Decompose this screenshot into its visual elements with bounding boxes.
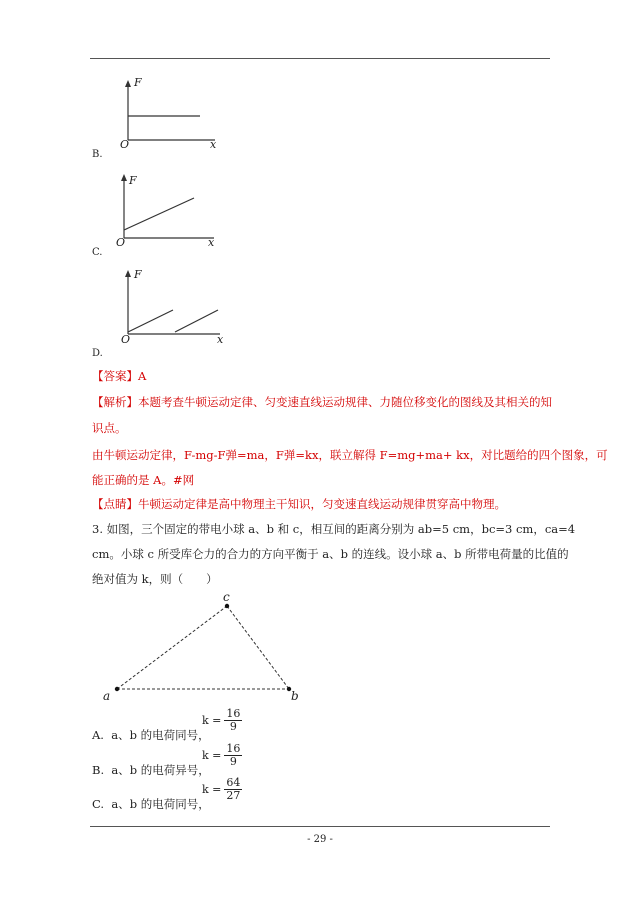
option-d-label: D. [92, 348, 103, 359]
option-b-label: B. [92, 149, 103, 160]
page-number: - 29 - [307, 834, 333, 845]
k-equals: k = [202, 749, 222, 762]
answer-tag: 【答案】 [92, 369, 138, 383]
choice-a-label: A. [92, 728, 104, 742]
graph-b-plot [115, 78, 225, 153]
fraction [224, 777, 242, 802]
option-c-label: C. [92, 247, 103, 258]
linear-segment-2 [175, 310, 218, 332]
analysis-line-1 [92, 389, 552, 416]
choice-a-k [202, 708, 242, 733]
answer-value: A [138, 369, 147, 383]
graph-d-x-label: x [217, 333, 224, 346]
side-bc [227, 606, 289, 689]
numerator: 16 [226, 742, 241, 755]
y-axis-arrow [125, 270, 131, 277]
graph-b-x-label: x [210, 138, 217, 151]
analysis-line-3: 由牛顿运动定律，F-mg-F弹=ma，F弹=kx，联立解得 F=mg+ma+ kx，对比题给的四个图象，可 [92, 448, 608, 462]
choice-b-text: a、b 的电荷异号， [111, 763, 210, 777]
choice-b-k [202, 743, 242, 768]
linear-line [124, 198, 194, 230]
choice-b-label: B. [92, 763, 105, 777]
analysis-text-1: 本题考查牛顿运动定律、匀变速直线运动规律、力随位移变化的图线及其相关的知 [138, 395, 552, 409]
choice-a-text: a、b 的电荷同号， [111, 728, 210, 742]
side-ac [117, 606, 227, 689]
choice-a[interactable] [92, 727, 210, 743]
comment-tag: 【点睛】 [92, 497, 138, 511]
choice-b[interactable] [92, 762, 210, 778]
choice-c[interactable] [92, 796, 210, 812]
choice-c-k [202, 777, 242, 802]
graph-d-o-label: O [121, 333, 131, 346]
analysis-line-2: 识点。 [92, 421, 127, 435]
label-b: b [291, 689, 299, 703]
triangle-figure [100, 590, 310, 705]
fraction [224, 708, 242, 733]
question-line-1: 3. 如图，三个固定的带电小球 a、b 和 c，相互间的距离分别为 ab=5 cm，bc=3 cm，ca=4 [92, 522, 576, 536]
comment-line [92, 491, 552, 518]
question-line-2: cm。小球 c 所受库仑力的合力的方向平衡于 a、b 的连线。设小球 a、b 所带电荷量的比值的 [92, 547, 569, 561]
graph-c-f-label: F [129, 174, 137, 187]
graph-b-o-label: O [120, 138, 130, 151]
analysis-tag: 【解析】 [92, 395, 138, 409]
fraction [224, 743, 242, 768]
choice-c-label: C. [92, 797, 105, 811]
charge-c [225, 604, 229, 608]
triangle-svg [100, 590, 310, 705]
footer-rule [90, 826, 550, 827]
choice-c-text: a、b 的电荷同号， [111, 797, 210, 811]
label-a: a [103, 689, 111, 703]
question-line-3: 绝对值为 k，则（ ） [92, 572, 218, 586]
numerator: 16 [226, 707, 241, 720]
denominator: 27 [226, 789, 241, 802]
header-rule [90, 58, 550, 59]
k-equals: k = [202, 783, 222, 796]
graph-b-f-label: F [134, 76, 142, 89]
numerator: 64 [226, 776, 241, 789]
denominator: 9 [229, 755, 237, 768]
graph-d [115, 268, 225, 343]
y-axis-arrow [125, 80, 131, 87]
graph-d-f-label: F [134, 268, 142, 281]
graph-d-plot [115, 268, 225, 343]
comment-text: 牛顿运动定律是高中物理主干知识，匀变速直线运动规律贯穿高中物理。 [138, 497, 506, 511]
k-equals: k = [202, 714, 222, 727]
linear-segment-1 [128, 310, 173, 332]
label-c: c [223, 590, 230, 604]
graph-c-x-label: x [208, 236, 215, 249]
charge-a [115, 687, 119, 691]
answer-line [92, 363, 146, 390]
denominator: 9 [229, 720, 237, 733]
graph-b [115, 78, 225, 153]
y-axis-arrow [121, 174, 127, 181]
graph-c-o-label: O [116, 236, 126, 249]
analysis-line-4: 能正确的是 A。#网 [92, 473, 195, 487]
